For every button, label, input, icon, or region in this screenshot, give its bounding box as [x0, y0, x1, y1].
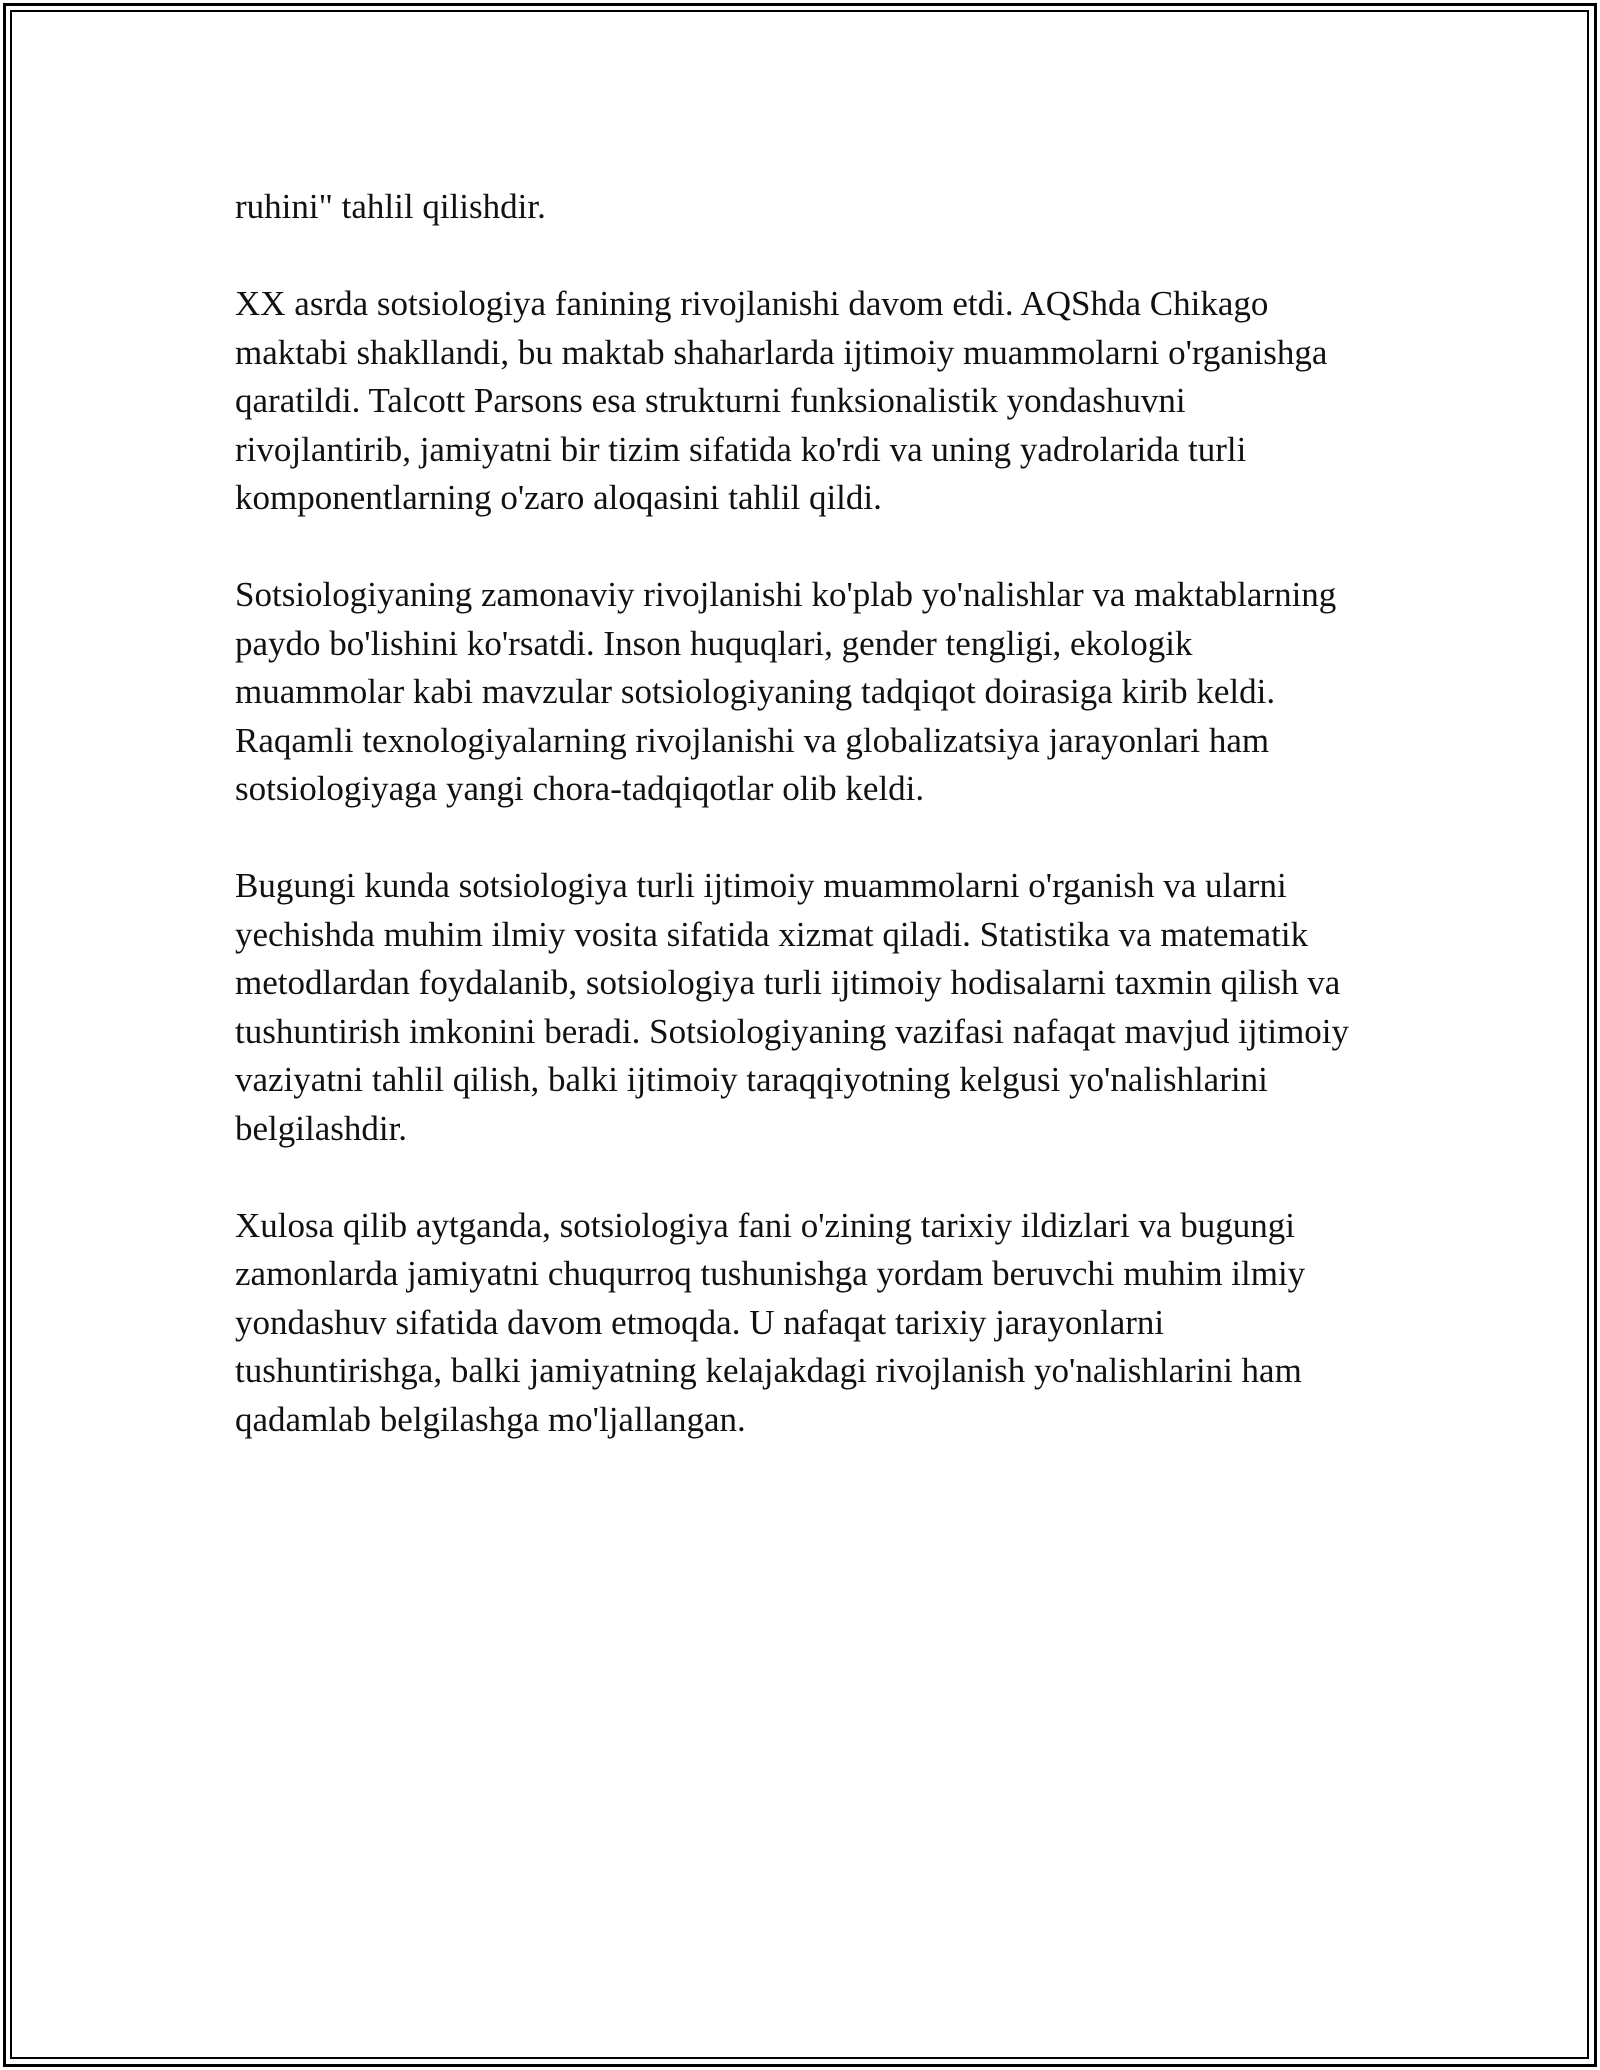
- paragraph-5: Xulosa qilib aytganda, sotsiologiya fani o'zining tarixiy ildizlari va bugungi zamonlarda jamiyatni chuqurroq tushunishga yordam beruvchi muhim ilmiy yondashuv sifatida davom etmoqda. U nafaqat tarixiy jarayonlarni tushuntirishga, balki jamiyatning kelajakdagi rivojlanish yo'nalishlarini ham qadamlab belgilashga mo'ljallangan.: [235, 1205, 1306, 1439]
- document-body: [235, 183, 1370, 1493]
- paragraph-1: ruhini" tahlil qilishdir.: [235, 187, 546, 226]
- paragraph-2: XX asrda sotsiologiya fanining rivojlanishi davom etdi. AQShda Chikago maktabi shakllandi, bu maktab shaharlarda ijtimoiy muammolarni o'rganishga qaratildi. Talcott Parsons esa strukturni funksionalistik yondashuvni rivojlantirib, jamiyatni bir tizim sifatida ko'rdi va uning yadrolarida turli komponentlarning o'zaro aloqasini tahlil qildi.: [235, 284, 1328, 517]
- paragraph-4: Bugungi kunda sotsiologiya turli ijtimoiy muammolarni o'rganish va ularni yechishda muhim ilmiy vosita sifatida xizmat qiladi. Statistika va matematik metodlardan foydalanib, sotsiologiya turli ijtimoiy hodisalarni taxmin qilish va tushuntirish imkonini beradi. Sotsiologiyaning vazifasi nafaqat mavjud ijtimoiy vaziyatni tahlil qilish, balki ijtimoiy taraqqiyotning kelgusi yo'nalishlarini belgilashdir.: [235, 866, 1350, 1148]
- paragraph-3: Sotsiologiyaning zamonaviy rivojlanishi ko'plab yo'nalishlar va maktablarning paydo bo'lishini ko'rsatdi. Inson huquqlari, gender tengligi, ekologik muammolar kabi mavzular sotsiologiyaning tadqiqot doirasiga kirib keldi. Raqamli texnologiyalarning rivojlanishi va globalizatsiya jarayonlari ham sotsiologiyaga yangi chora-tadqiqotlar olib keldi.: [235, 575, 1337, 808]
